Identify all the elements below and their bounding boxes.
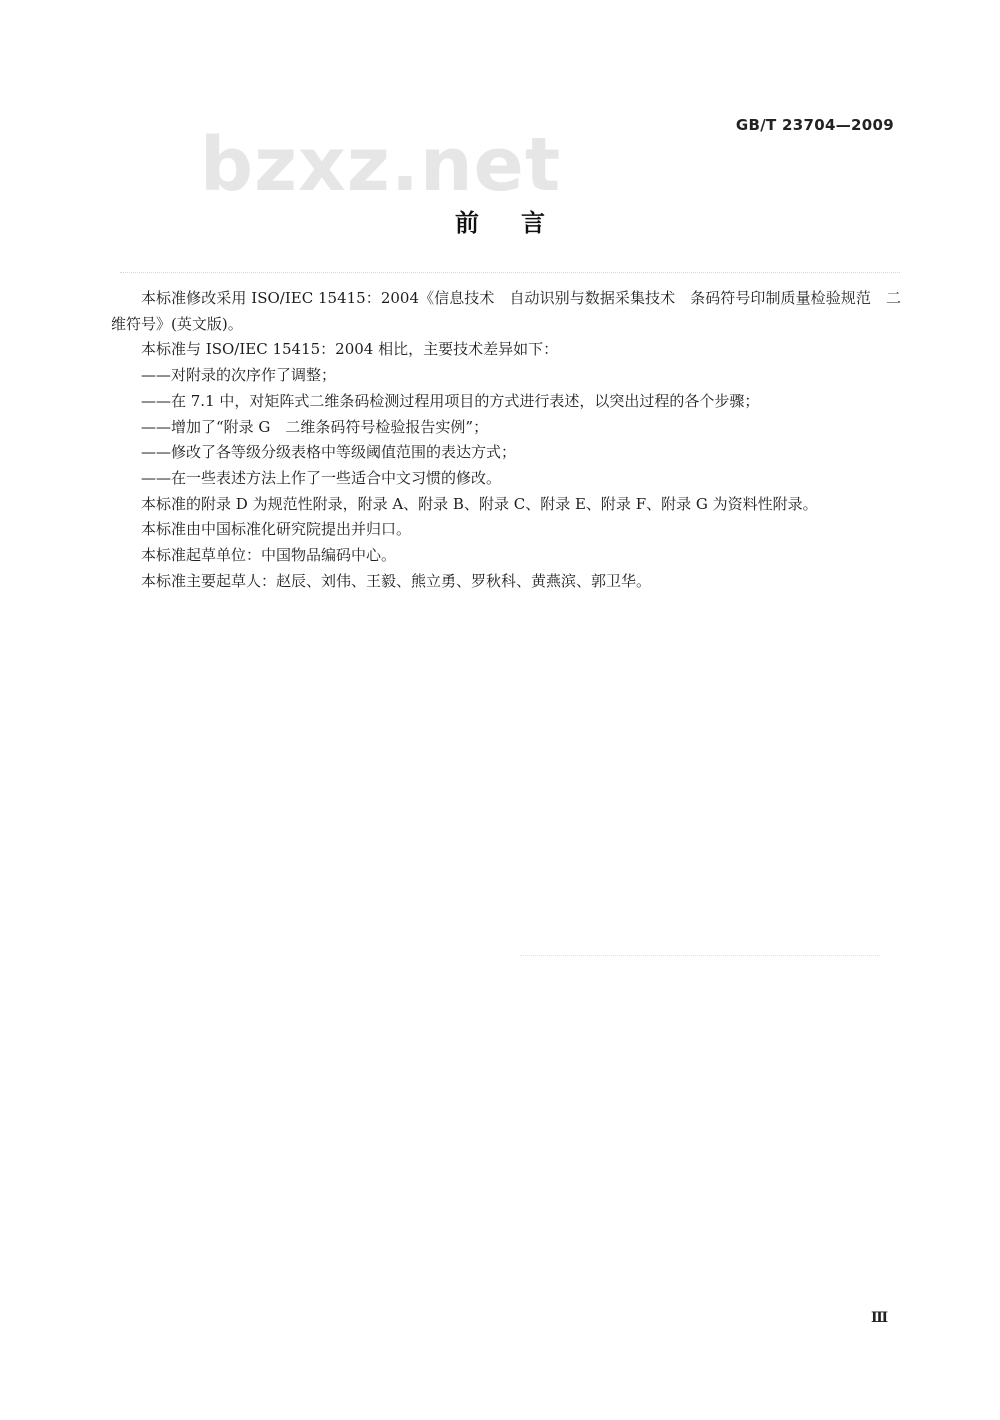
list-item-difference: ——在 7.1 中，对矩阵式二维条码检测过程用项目的方式进行表述，以突出过程的各个步骤； <box>141 391 760 410</box>
watermark: bzxz.net <box>200 122 562 208</box>
standard-number: GB/T 23704—2009 <box>735 116 894 134</box>
list-item-difference: ——增加了“附录 G 二维条码符号检验报告实例”； <box>141 417 489 436</box>
foreword-body <box>111 286 901 594</box>
paragraph-drafting-unit: 本标准起草单位：中国物品编码中心。 <box>141 546 397 565</box>
list-item-difference: ——修改了各等级分级表格中等级阈值范围的表达方式； <box>141 443 517 462</box>
list-item-difference: ——对附录的次序作了调整； <box>141 366 337 385</box>
scan-artifact-line <box>520 955 880 957</box>
scan-artifact-line <box>120 272 900 274</box>
paragraph-drafters: 本标准主要起草人：赵辰、刘伟、王毅、熊立勇、罗秋科、黄燕滨、郭卫华。 <box>141 571 652 590</box>
paragraph-adoption: 本标准修改采用 ISO/IEC 15415：2004《信息技术 自动识别与数据采集技术 条码符号印制质量检验规范 二维符号》(英文版)。 <box>111 289 901 333</box>
paragraph-differences-intro: 本标准与 ISO/IEC 15415：2004 相比，主要技术差异如下： <box>141 340 559 359</box>
page-title: 前言 <box>455 209 587 237</box>
list-item-difference: ——在一些表述方法上作了一些适合中文习惯的修改。 <box>141 468 502 487</box>
paragraph-proposer: 本标准由中国标准化研究院提出并归口。 <box>141 520 412 539</box>
paragraph-annexes: 本标准的附录 D 为规范性附录，附录 A、附录 B、附录 C、附录 E、附录 F、附录 G 为资料性附录。 <box>141 494 818 513</box>
page-number: Ⅲ <box>870 1310 888 1326</box>
